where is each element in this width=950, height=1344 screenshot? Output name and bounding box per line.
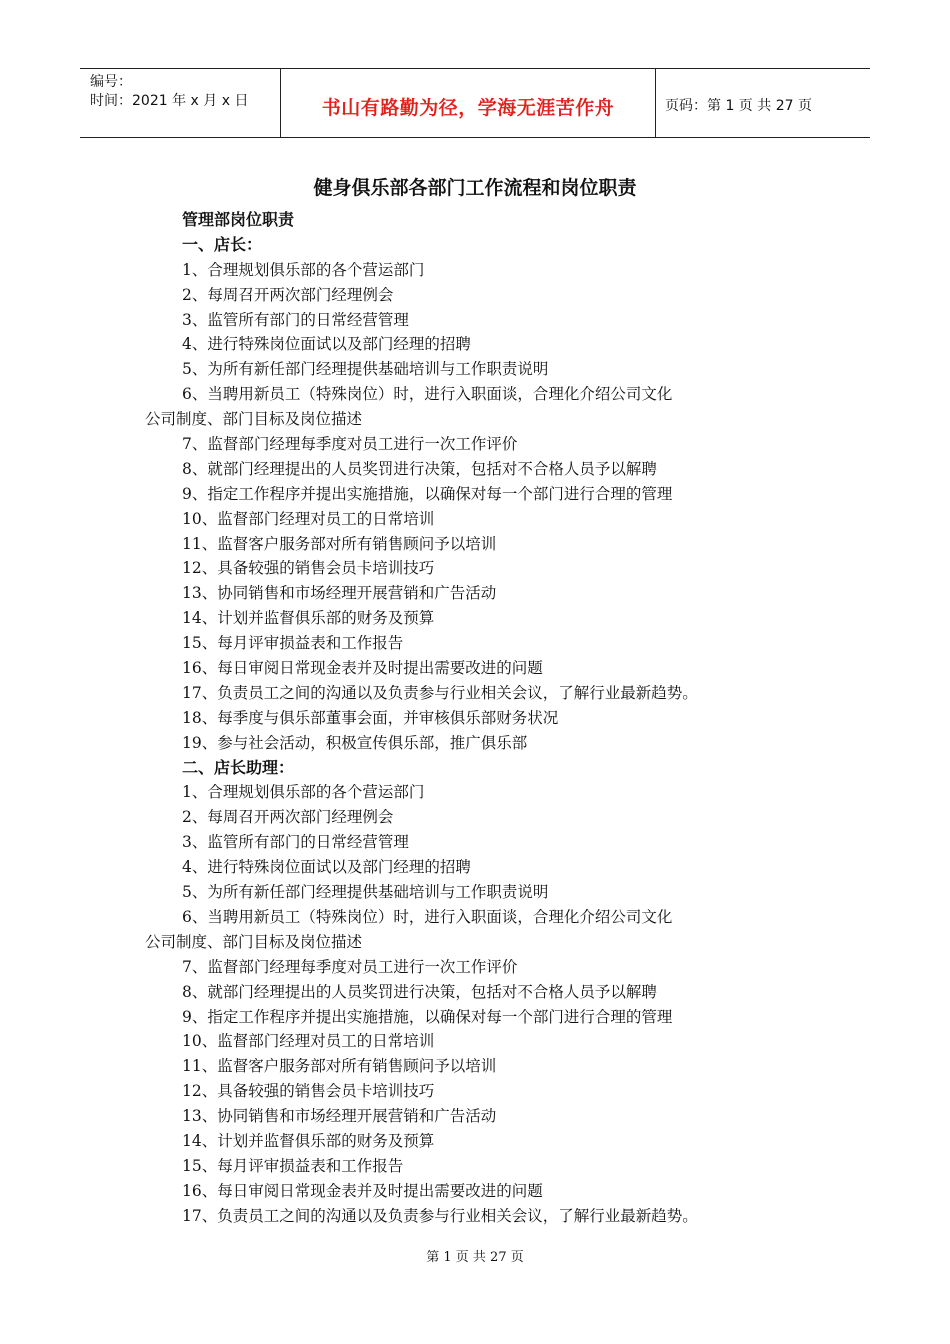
section-heading: 二、店长助理： — [182, 757, 295, 777]
paragraph-continuation: 公司制度、部门目标及岗位描述 — [145, 932, 363, 951]
duty-list-item: 19、参与社会活动，积极宣传俱乐部，推广俱乐部 — [182, 733, 528, 752]
section-heading: 管理部岗位职责 — [182, 210, 295, 229]
duty-list-item: 1、合理规划俱乐部的各个营运部门 — [182, 783, 425, 802]
duty-list-item: 13、协同销售和市场经理开展营销和广告活动 — [182, 1107, 497, 1126]
duty-list-item: 16、每日审阅日常现金表并及时提出需要改进的问题 — [182, 1181, 543, 1200]
header-motto: 书山有路勤为径，学海无涯苦作舟 — [321, 97, 615, 119]
duty-list-item: 11、监督客户服务部对所有销售顾问予以培训 — [182, 534, 497, 553]
duty-list-item: 4、进行特殊岗位面试以及部门经理的招聘 — [182, 335, 471, 354]
duty-list-item: 6、当聘用新员工（特殊岗位）时，进行入职面谈，合理化介绍公司文化 — [182, 385, 673, 404]
duty-list-item: 14、计划并监督俱乐部的财务及预算 — [182, 609, 435, 628]
duty-list-item: 16、每日审阅日常现金表并及时提出需要改进的问题 — [182, 659, 543, 678]
duty-list-item: 17、负责员工之间的沟通以及负责参与行业相关会议，了解行业最新趋势。 — [182, 683, 698, 702]
header-motto-cell — [280, 69, 656, 137]
duty-list-item: 15、每月评审损益表和工作报告 — [182, 634, 404, 653]
document-date-label: 时间：2021 年 x 月 x 日 — [90, 93, 249, 109]
duty-list-item: 7、监督部门经理每季度对员工进行一次工作评价 — [182, 435, 518, 454]
duty-list-item: 2、每周召开两次部门经理例会 — [182, 285, 394, 304]
document-body — [145, 208, 825, 1229]
duty-list-item: 14、计划并监督俱乐部的财务及预算 — [182, 1131, 435, 1150]
duty-list-item: 15、每月评审损益表和工作报告 — [182, 1156, 404, 1175]
document-number-label: 编号： — [90, 74, 132, 90]
duty-list-item: 3、监管所有部门的日常经营管理 — [182, 833, 409, 852]
document-title: 健身俱乐部各部门工作流程和岗位职责 — [313, 177, 637, 199]
duty-list-item: 5、为所有新任部门经理提供基础培训与工作职责说明 — [182, 883, 549, 902]
duty-list-item: 2、每周召开两次部门经理例会 — [182, 808, 394, 827]
paragraph-continuation: 公司制度、部门目标及岗位描述 — [145, 410, 363, 429]
duty-list-item: 12、具备较强的销售会员卡培训技巧 — [182, 559, 435, 578]
section-heading: 一、店长： — [182, 234, 263, 254]
duty-list-item: 1、合理规划俱乐部的各个营运部门 — [182, 260, 425, 279]
header-page-info: 页码：第 1 页 共 27 页 — [665, 98, 812, 114]
duty-list-item: 8、就部门经理提出的人员奖罚进行决策，包括对不合格人员予以解聘 — [182, 459, 657, 478]
duty-list-item: 10、监督部门经理对员工的日常培训 — [182, 1032, 435, 1051]
duty-list-item: 9、指定工作程序并提出实施措施，以确保对每一个部门进行合理的管理 — [182, 1007, 673, 1026]
duty-list-item: 7、监督部门经理每季度对员工进行一次工作评价 — [182, 957, 518, 976]
duty-list-item: 8、就部门经理提出的人员奖罚进行决策，包括对不合格人员予以解聘 — [182, 982, 657, 1001]
page-header — [80, 68, 870, 138]
duty-list-item: 9、指定工作程序并提出实施措施，以确保对每一个部门进行合理的管理 — [182, 484, 673, 503]
duty-list-item: 17、负责员工之间的沟通以及负责参与行业相关会议，了解行业最新趋势。 — [182, 1206, 698, 1225]
duty-list-item: 10、监督部门经理对员工的日常培训 — [182, 509, 435, 528]
duty-list-item: 11、监督客户服务部对所有销售顾问予以培训 — [182, 1057, 497, 1076]
duty-list-item: 5、为所有新任部门经理提供基础培训与工作职责说明 — [182, 360, 549, 379]
duty-list-item: 4、进行特殊岗位面试以及部门经理的招聘 — [182, 858, 471, 877]
duty-list-item: 3、监管所有部门的日常经营管理 — [182, 310, 409, 329]
duty-list-item: 12、具备较强的销售会员卡培训技巧 — [182, 1082, 435, 1101]
page-footer: 第 1 页 共 27 页 — [426, 1250, 524, 1265]
header-left-cell — [80, 69, 280, 137]
duty-list-item: 6、当聘用新员工（特殊岗位）时，进行入职面谈，合理化介绍公司文化 — [182, 907, 673, 926]
duty-list-item: 18、每季度与俱乐部董事会面，并审核俱乐部财务状况 — [182, 708, 559, 727]
duty-list-item: 13、协同销售和市场经理开展营销和广告活动 — [182, 584, 497, 603]
header-right-cell — [655, 69, 870, 137]
